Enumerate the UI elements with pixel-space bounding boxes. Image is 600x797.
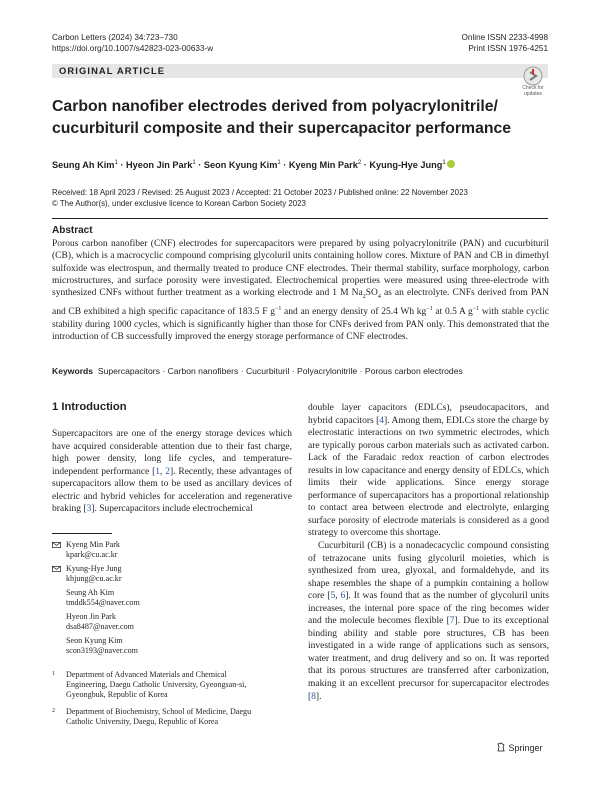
history-dates: Received: 18 April 2023 / Revised: 25 August 2023 / Accepted: 21 October 2023 / Published online: 22 November 2023 bbox=[52, 188, 468, 197]
publisher-name: Springer bbox=[508, 743, 543, 753]
contact-entry bbox=[52, 540, 292, 564]
publication-dates bbox=[52, 187, 552, 209]
section-heading: 1 Introduction bbox=[52, 401, 127, 413]
check-for-updates-badge[interactable] bbox=[516, 66, 550, 96]
contact-email[interactable]: dsa8487@naver.com bbox=[66, 622, 134, 631]
publisher-logo bbox=[496, 742, 543, 753]
check-updates-line1: Check for bbox=[522, 85, 544, 91]
citation-link[interactable]: 6 bbox=[340, 591, 346, 602]
author-name[interactable]: Kyeng Min Park bbox=[288, 160, 358, 171]
contact-entry bbox=[52, 588, 292, 612]
citation-link[interactable]: 7 bbox=[449, 616, 455, 627]
contact-email[interactable]: scon3193@naver.com bbox=[66, 646, 138, 655]
journal-citation: Carbon Letters (2024) 34:723–730 bbox=[52, 33, 178, 42]
author-affiliation-mark: 1 bbox=[114, 160, 118, 166]
right-column-text: double layer capacitors (EDLCs), pseudocapacitors, and hybrid capacitors [4]. Among them, EDLCs store the charge by electrostatic interactions on two symmetric electrodes, which are typically porous carbon materials such as activated carbon. Lack of the Faradaic redox reaction of carbon electrodes results in low capacitance and energy density of EDLCs, which limits their wide applications. Since energy storage performance of supercapacitors has a proportional relationship to contact area between electrode and electrolyte, enlarging surface porosity of electrode materials is considered as a good strategy to overcome this shortage. Cucurbituril (CB) is a nonadecacyclic compound consisting of tetrazocane units fusing glycoluril moieties, which is synthesized from urea, glyoxal, and formaldehyde, and its shape resembles the shape of a pumpkin containing a hollow core [5, 6]. It was found that as the number of glycoluril units increases, the internal pore space of the ring becomes wider and the molecule becomes flexible [7]. Due to its exceptional binding ability and stable pore structures, CB has been investigated in a wide range of applications such as sensors, water treatment, and drug delivery and so on. It was reported that its porous structures are transferred after carbonization, making it an excellent precursor for supercapacitor electrodes [8]. bbox=[308, 403, 549, 702]
contact-email[interactable]: khjung@cu.ac.kr bbox=[66, 574, 122, 583]
keywords-label: Keywords bbox=[52, 366, 94, 376]
affiliation-text: Department of Advanced Materials and Chemical Engineering, Daegu Catholic University, Gyeongsan-si, Gyeongbuk, Republic of Korea bbox=[66, 670, 247, 699]
author-affiliation-mark: 1 bbox=[442, 160, 446, 166]
article-type-bar bbox=[52, 64, 548, 78]
author-affiliation-mark: 1 bbox=[277, 160, 281, 166]
keywords bbox=[52, 365, 549, 377]
author-name[interactable]: Seon Kyung Kim bbox=[203, 160, 278, 171]
orcid-icon[interactable] bbox=[447, 160, 455, 168]
print-issn: Print ISSN 1976-4251 bbox=[468, 44, 548, 53]
author-affiliation-mark: 2 bbox=[357, 160, 362, 166]
contact-email[interactable]: kpark@cu.ac.kr bbox=[66, 550, 118, 559]
contact-entry bbox=[52, 612, 292, 636]
citation-link[interactable]: 1 bbox=[155, 466, 161, 477]
article-type-label: ORIGINAL ARTICLE bbox=[59, 65, 166, 76]
contact-name: Kyung-Hye Jung bbox=[66, 564, 122, 573]
contact-name: Seon Kyung Kim bbox=[66, 636, 123, 645]
contact-name: Seung Ah Kim bbox=[66, 588, 115, 597]
contact-name: Kyeng Min Park bbox=[66, 540, 120, 549]
affiliation-entry bbox=[52, 707, 267, 727]
envelope-icon bbox=[52, 542, 61, 548]
envelope-icon bbox=[52, 566, 61, 572]
author-name[interactable]: Seung Ah Kim bbox=[52, 160, 115, 171]
abstract-text: Porous carbon nanofiber (CNF) electrodes for supercapacitors were prepared by using polyacrylonitrile (PAN) and cucurbituril (CB), which is a macrocyclic compound comprising glycoluril units containing hollow cores. Mixture of PAN and CB in dimethyl sulfoxide was electrospun, and thermally treated to produce CNF electrodes. Their thermal stability, surface morphology, carbon microstructures, and surface porosity were investigated. Electrochemical properties were measured using three-electrode with synthesized CNFs without further treatment as a working electrode and 1 M $Na_2SO_4$ as an electrolyte. CNFs derived from PAN and CB exhibited a high specific capacitance of 183.5 F $g^{-1}$ and an energy density of 25.4 Wh $kg^{-1}$ at 0.5 A $g^{-1}$ with stable cyclic stability during 1000 cycles, which is significantly higher than those for CNFs derived from PAN only. This demonstrated that the introduction of CB successfully improved the energy storage performance of CNF electrodes. bbox=[52, 239, 549, 343]
citation-link[interactable]: 4 bbox=[379, 415, 385, 426]
abstract-divider bbox=[52, 218, 548, 219]
contact-name: Hyeon Jin Park bbox=[66, 612, 116, 621]
corresponding-contacts bbox=[52, 540, 292, 660]
author-list: Seung Ah Kim$^1$ · Hyeon Jin Park$^1$ · Seon Kyung Kim$^1$ · Kyeng Min Park$^2$ · Kyung-Hye Jung$^1$ bbox=[52, 157, 552, 172]
author-name[interactable]: Kyung-Hye Jung bbox=[369, 160, 443, 171]
doi-link[interactable]: https://doi.org/10.1007/s42823-023-00633-w bbox=[52, 44, 214, 53]
abstract-heading: Abstract bbox=[52, 225, 93, 236]
author-affiliation-mark: 1 bbox=[192, 160, 196, 166]
affiliation-number: 1 bbox=[52, 671, 55, 677]
contact-entry bbox=[52, 636, 292, 660]
citation-link[interactable]: 5 bbox=[330, 591, 336, 602]
footnote-divider bbox=[52, 533, 112, 534]
keywords-list: Supercapacitors · Carbon nanofibers · Cucurbituril · Polyacrylonitrile · Porous carbon electrodes bbox=[97, 366, 463, 376]
contact-email[interactable]: tmddk554@naver.com bbox=[66, 598, 140, 607]
copyright-line: © The Author(s), under exclusive licence to Korean Carbon Society 2023 bbox=[52, 199, 306, 208]
article-title: Carbon nanofiber electrodes derived from polyacrylonitrile/ cucurbituril composite and their supercapacitor performance bbox=[52, 98, 512, 137]
author-name[interactable]: Hyeon Jin Park bbox=[125, 160, 193, 171]
citation-link[interactable]: 2 bbox=[165, 466, 170, 477]
check-updates-line2: updates bbox=[524, 90, 542, 97]
contact-entry bbox=[52, 564, 292, 588]
affiliation-entry bbox=[52, 670, 267, 700]
left-column-text: Supercapacitors are one of the energy storage devices which have acquired considerable attention due to their fast charge, high power density, long life cycles, and temperature-independent performance [1, 2]. Recently, these advantages of supercapacitors allow them to be used as ancillary devices of electric and hybrid vehicles for acceleration and regenerative braking [3]. Supercapacitors include electrochemical bbox=[52, 429, 293, 515]
springer-horse-icon bbox=[496, 742, 506, 752]
affiliation-number: 2 bbox=[52, 708, 55, 714]
citation-link[interactable]: 3 bbox=[86, 504, 92, 515]
affiliations bbox=[52, 670, 267, 727]
citation-link[interactable]: 8 bbox=[311, 691, 316, 702]
check-updates-icon bbox=[523, 66, 543, 86]
online-issn: Online ISSN 2233-4998 bbox=[461, 33, 548, 42]
affiliation-text: Department of Biochemistry, School of Medicine, Daegu Catholic University, Daegu, Republic of Korea bbox=[66, 707, 252, 726]
